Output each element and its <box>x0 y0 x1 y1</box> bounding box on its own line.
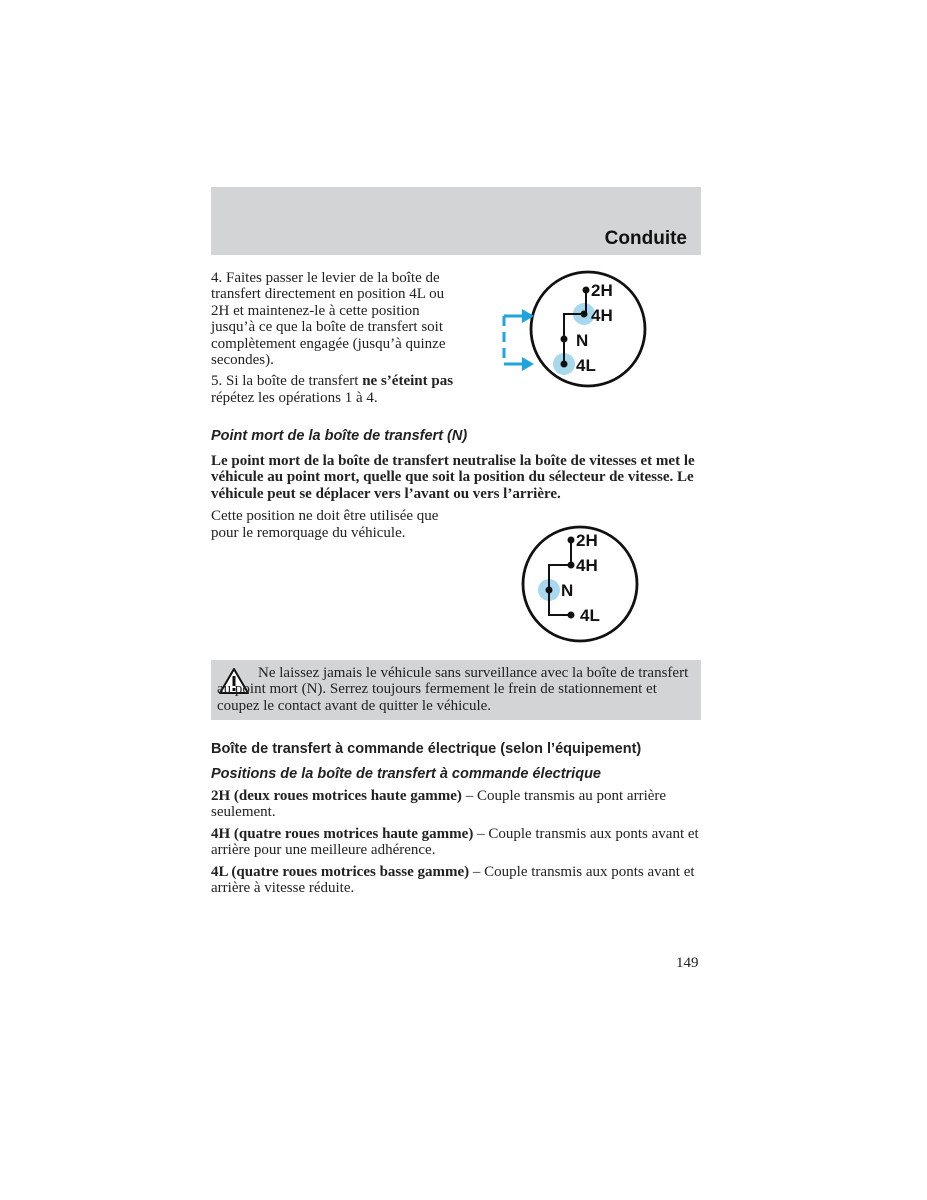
label-2h: 2H <box>591 281 613 300</box>
electric-subheading: Positions de la boîte de transfert à commande électrique <box>211 766 601 782</box>
position-4l: 4L (quatre roues motrices basse gamme) – Couple transmis aux ponts avant et arrière à vitesse réduite. <box>211 863 695 897</box>
arrow-head-4l <box>522 357 534 371</box>
neutral-paragraph: Cette position ne doit être utilisée que pour le remorquage du véhicule. <box>211 508 439 541</box>
step-5: 5. Si la boîte de transfert ne s’éteint pas répétez les opérations 1 à 4. <box>211 373 454 406</box>
dot-2h <box>568 537 575 544</box>
warning-text: Ne laissez jamais le véhicule sans surveillance avec la boîte de transfert au point mort (N). Serrez toujours fermement le frein de stationnement et coupez le contact avant de quitter le véhicule. <box>217 665 689 714</box>
label-n: N <box>576 331 589 350</box>
transfer-case-diagram-4h-4l <box>496 268 656 396</box>
dot-2h <box>583 287 590 294</box>
page-number: 149 <box>676 955 699 971</box>
electric-section <box>211 741 701 896</box>
chapter-title: Conduite <box>604 228 687 249</box>
electric-heading: Boîte de transfert à commande électrique (selon l’équipement) <box>211 741 642 757</box>
label-4l: 4L <box>576 356 596 375</box>
dot-n <box>561 336 568 343</box>
label-4h: 4H <box>576 556 598 575</box>
position-4h: 4H (quatre roues motrices haute gamme) – Couple transmis aux ponts avant et arrière pour une meilleure adhérence. <box>211 825 699 859</box>
step-5-emphasis: ne s’éteint pas <box>362 373 454 390</box>
dot-4l <box>568 612 575 619</box>
neutral-heading: Point mort de la boîte de transfert (N) <box>211 428 468 444</box>
shift-arrow-bracket <box>504 309 534 371</box>
dot-n <box>546 587 553 594</box>
procedure-steps <box>211 270 461 406</box>
dot-4h <box>568 562 575 569</box>
dot-4h <box>581 311 588 318</box>
chapter-header <box>211 187 701 255</box>
label-4h: 4H <box>591 306 613 325</box>
label-4l: 4L <box>580 606 600 625</box>
label-2h: 2H <box>576 531 598 550</box>
transfer-case-diagram-neutral <box>518 522 642 644</box>
position-2h: 2H (deux roues motrices haute gamme) – Couple transmis au pont arrière seulement. <box>211 788 667 821</box>
label-n: N <box>561 581 574 600</box>
step-4: 4. Faites passer le levier de la boîte de transfert directement en position 4L ou 2H et maintenez-le à cette position jusqu’à ce que la boîte de transfert soit complètement engagée (jusqu’à quinze secondes). <box>211 270 446 369</box>
selector-path <box>564 290 589 364</box>
dot-4l <box>561 361 568 368</box>
selector-path <box>549 540 574 615</box>
neutral-bold-paragraph: Le point mort de la boîte de transfert neutralise la boîte de vitesses et met le véhicule au point mort, quelle que soit la position du sélecteur de vitesse. Le véhicule peut se déplacer vers l’avant ou vers l’arrière. <box>211 453 695 502</box>
warning-box <box>211 660 701 720</box>
